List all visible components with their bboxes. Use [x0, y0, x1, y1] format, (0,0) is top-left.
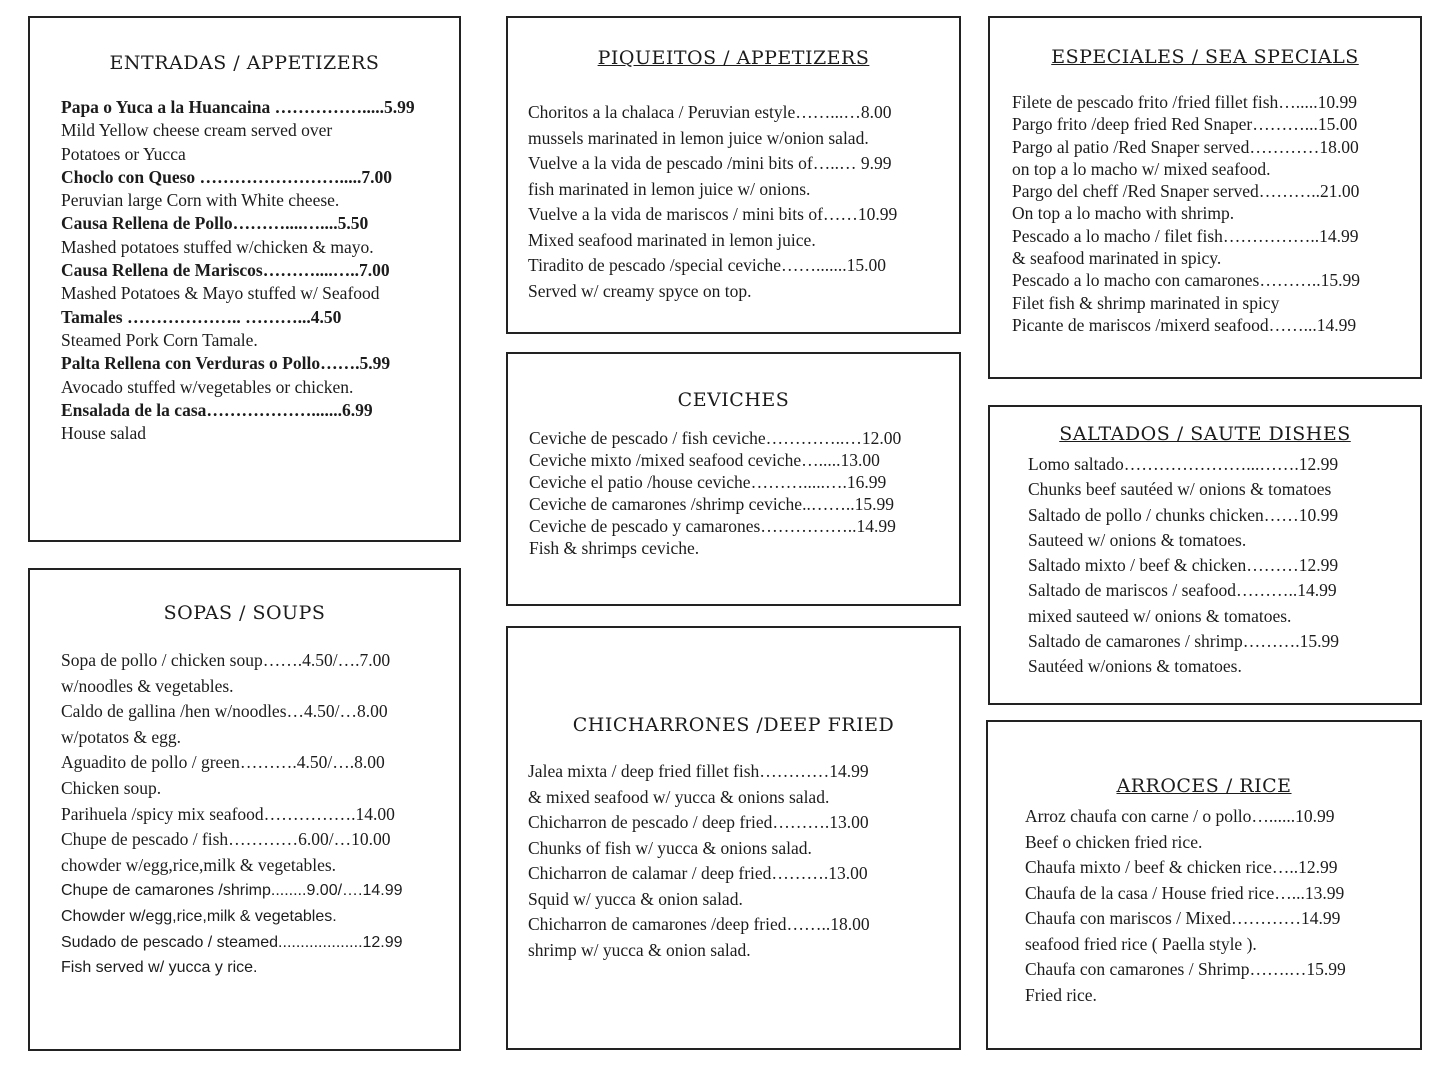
entradas-section [28, 16, 461, 542]
sopas-menu-line: Parihuela /spicy mix seafood…………….14.00 [61, 803, 395, 824]
piqueitos-menu-line: Mixed seafood marinated in lemon juice. [528, 229, 816, 250]
saltados-menu-line: Lomo saltado…………………...…….12.99 [1028, 454, 1339, 474]
arroces-title: ARROCES / RICE [1116, 775, 1292, 797]
sopas-menu-line: Fish served w/ yucca y rice. [61, 959, 258, 977]
arroces-menu-line: Chaufa con mariscos / Mixed…………14.99 [1025, 908, 1341, 928]
entradas-menu-line: Causa Rellena de Pollo………....…....5.50 [61, 213, 369, 234]
entradas-menu-line: Peruvian large Corn with White cheese. [61, 190, 340, 211]
ceviches-items [529, 427, 901, 559]
arroces-items [1025, 804, 1346, 1008]
sopas-menu-line: Chicken soup. [61, 777, 162, 798]
ceviches-menu-line: Ceviche mixto /mixed seafood ceviche….....13.00 [529, 450, 880, 470]
sopas-section [28, 568, 461, 1051]
especiales-menu-line: On top a lo macho with shrimp. [1012, 203, 1235, 224]
sopas-title: SOPAS / SOUPS [163, 602, 326, 624]
piqueitos-menu-line: fish marinated in lemon juice w/ onions. [528, 178, 811, 199]
ceviches-menu-line: Fish & shrimps ceviche. [529, 538, 700, 558]
saltados-section [988, 405, 1422, 705]
sopas-menu-line: w/noodles & vegetables. [61, 675, 234, 696]
sopas-menu-line: Sudado de pescado / steamed...................12.99 [61, 933, 403, 951]
chicharrones-menu-line: & mixed seafood w/ yucca & onions salad. [528, 786, 830, 807]
arroces-menu-line: Arroz chaufa con carne / o pollo…......10.99 [1025, 806, 1335, 826]
especiales-menu-line: & seafood marinated in spicy. [1012, 248, 1222, 269]
ceviches-menu-line: Ceviche de pescado / fish ceviche…………..…12.00 [529, 428, 902, 448]
chicharrones-menu-line: Jalea mixta / deep fried fillet fish…………14.99 [528, 761, 869, 781]
chicharrones-menu-line: Chicharron de calamar / deep fried……….13.00 [528, 863, 868, 883]
arroces-menu-line: Chaufa con camarones / Shrimp…….…15.99 [1025, 959, 1346, 979]
arroces-section [986, 720, 1422, 1050]
entradas-menu-line: Palta Rellena con Verduras o Pollo…….5.99 [61, 353, 391, 374]
saltados-menu-line: Sauteed w/ onions & tomatoes. [1028, 529, 1247, 550]
entradas-menu-line: Tamales ……………….. ………...4.50 [61, 306, 342, 327]
sopas-menu-line: Aguadito de pollo / green……….4.50/….8.00 [61, 752, 385, 773]
piqueitos-menu-line: Choritos a la chalaca / Peruvian estyle……...…8.00 [528, 102, 892, 122]
chicharrones-menu-line: Chunks of fish w/ yucca & onions salad. [528, 837, 812, 858]
especiales-menu-line: on top a lo macho w/ mixed seafood. [1012, 158, 1271, 179]
saltados-menu-line: Chunks beef sautéed w/ onions & tomatoes [1028, 479, 1332, 500]
entradas-menu-line: Mashed potatoes stuffed w/chicken & mayo. [61, 236, 374, 257]
arroces-menu-line: Fried rice. [1025, 984, 1097, 1005]
sopas-menu-line: Chowder w/egg,rice,milk & vegetables. [61, 907, 337, 925]
entradas-menu-line: Papa o Yuca a la Huancaina …………….....5.99 [61, 97, 415, 117]
especiales-title: ESPECIALES / SEA SPECIALS [1051, 46, 1359, 68]
piqueitos-menu-line: Tiradito de pescado /special ceviche…….......15.00 [528, 255, 887, 275]
entradas-items [61, 96, 415, 445]
entradas-menu-line: Mild Yellow cheese cream served over [61, 120, 333, 141]
entradas-menu-line: Steamed Pork Corn Tamale. [61, 329, 258, 350]
saltados-menu-line: Saltado de pollo / chunks chicken……10.99 [1028, 504, 1339, 525]
chicharrones-menu-line: Chicharron de pescado / deep fried……….13.00 [528, 812, 869, 832]
entradas-menu-line: Ensalada de la casa……………….......6.99 [61, 399, 373, 420]
ceviches-menu-line: Ceviche de pescado y camarones……………..14.99 [529, 516, 896, 536]
saltados-items [1028, 452, 1339, 680]
especiales-menu-line: Pescado a lo macho / filet fish……………..14.99 [1012, 225, 1359, 246]
ceviches-menu-line: Ceviche el patio /house ceviche……….....….16.99 [529, 472, 887, 492]
arroces-menu-line: Beef o chicken fried rice. [1025, 831, 1203, 852]
especiales-menu-line: Filete de pescado frito /fried fillet fish….....10.99 [1012, 92, 1358, 112]
chicharrones-section [506, 626, 961, 1050]
sopas-menu-line: Caldo de gallina /hen w/noodles…4.50/…8.00 [61, 701, 388, 722]
sopas-menu-line: w/potatos & egg. [61, 726, 182, 747]
arroces-menu-line: seafood fried rice ( Paella style ). [1025, 933, 1257, 954]
piqueitos-menu-line: Served w/ creamy spyce on top. [528, 280, 752, 301]
sopas-menu-line: chowder w/egg,rice,milk & vegetables. [61, 854, 337, 875]
especiales-items [1012, 91, 1360, 336]
saltados-menu-line: Saltado de mariscos / seafood………..14.99 [1028, 580, 1337, 601]
sopas-menu-line: Sopa de pollo / chicken soup…….4.50/….7.00 [61, 650, 391, 670]
entradas-menu-line: House salad [61, 423, 147, 444]
saltados-menu-line: Sautéed w/onions & tomatoes. [1028, 656, 1242, 677]
chicharrones-title: CHICHARRONES /DEEP FRIED [572, 714, 895, 736]
entradas-menu-line: Choclo con Queso …………………….....7.00 [61, 166, 393, 187]
piqueitos-title: PIQUEITOS / APPETIZERS [597, 47, 870, 69]
ceviches-section [506, 352, 961, 606]
chicharrones-items [528, 759, 870, 963]
especiales-section [988, 16, 1422, 379]
especiales-menu-line: Pargo al patio /Red Snaper served…………18.00 [1012, 136, 1359, 157]
sopas-menu-line: Chupe de camarones /shrimp........9.00/….14.99 [61, 882, 403, 900]
chicharrones-menu-line: shrimp w/ yucca & onion salad. [528, 939, 751, 960]
piqueitos-section [506, 16, 961, 334]
saltados-menu-line: mixed sauteed w/ onions & tomatoes. [1028, 605, 1292, 626]
piqueitos-menu-line: mussels marinated in lemon juice w/onion salad. [528, 127, 869, 148]
piqueitos-items [528, 100, 897, 304]
especiales-menu-line: Picante de mariscos /mixerd seafood……...14.99 [1012, 314, 1357, 335]
sopas-menu-line: Chupe de pescado / fish…………6.00/…10.00 [61, 829, 391, 850]
especiales-menu-line: Pargo frito /deep fried Red Snaper………...15.00 [1012, 114, 1358, 135]
ceviches-menu-line: Ceviche de camarones /shrimp ceviche..……..15.99 [529, 494, 894, 514]
especiales-menu-line: Pargo del cheff /Red Snaper served………..21.00 [1012, 181, 1360, 202]
ceviches-title: CEVICHES [677, 389, 790, 411]
saltados-title: SALTADOS / SAUTE DISHES [1059, 423, 1351, 445]
piqueitos-menu-line: Vuelve a la vida de pescado /mini bits of…..… 9.99 [528, 153, 892, 173]
sopas-items [61, 648, 403, 981]
entradas-menu-line: Causa Rellena de Mariscos………....…..7.00 [61, 260, 390, 281]
chicharrones-menu-line: Chicharron de camarones /deep fried……..18.00 [528, 914, 870, 934]
chicharrones-menu-line: Squid w/ yucca & onion salad. [528, 888, 743, 909]
especiales-menu-line: Pescado a lo macho con camarones………..15.99 [1012, 270, 1360, 291]
arroces-menu-line: Chaufa mixto / beef & chicken rice…..12.99 [1025, 857, 1338, 877]
piqueitos-menu-line: Vuelve a la vida de mariscos / mini bits of……10.99 [528, 204, 898, 224]
entradas-menu-line: Avocado stuffed w/vegetables or chicken. [61, 376, 354, 397]
saltados-menu-line: Saltado de camarones / shrimp……….15.99 [1028, 631, 1340, 652]
entradas-menu-line: Mashed Potatoes & Mayo stuffed w/ Seafood [61, 283, 380, 304]
entradas-menu-line: Potatoes or Yucca [61, 143, 186, 164]
arroces-menu-line: Chaufa de la casa / House fried rice…...13.99 [1025, 882, 1345, 903]
especiales-menu-line: Filet fish & shrimp marinated in spicy [1012, 292, 1280, 313]
entradas-title: ENTRADAS / APPETIZERS [109, 52, 380, 74]
saltados-menu-line: Saltado mixto / beef & chicken………12.99 [1028, 555, 1339, 576]
